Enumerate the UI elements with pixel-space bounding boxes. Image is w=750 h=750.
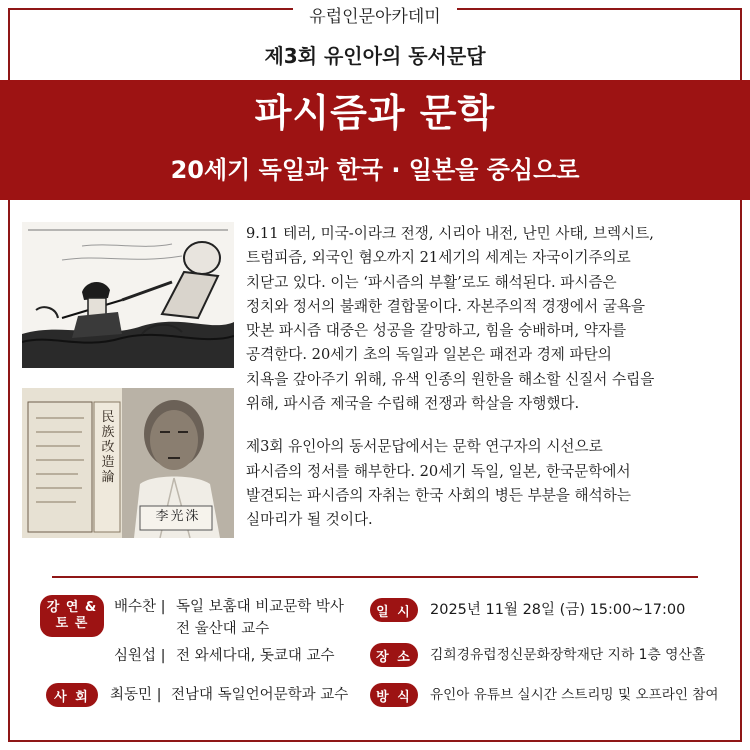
paragraph-2 [246,435,736,532]
paragraph-1 [246,222,736,416]
paragraph-line: 위해, 파시즘 제국을 수립해 전쟁과 학살을 자행했다. [246,395,580,413]
speaker2-name: 심원섭 | [114,648,166,664]
venue-value: 김희경유럽정신문화장학재단 지하 1층 영산홀 [430,647,706,663]
speaker2-desc: 전 와세다대, 돗쿄대 교수 [176,648,335,664]
speaker1-desc-line2: 전 울산대 교수 [176,621,270,637]
paragraph-line: 발견되는 파시즘의 자취는 한국 사회의 병든 부분을 해석하는 [246,486,631,504]
venue-badge: 장 소 [370,643,418,667]
paragraph-line: 파시즘의 정서를 해부한다. 20세기 독일, 일본, 한국문학에서 [246,462,631,480]
paragraph-line: 제3회 유인아의 동서문답에서는 문학 연구자의 시선으로 [246,438,603,456]
title-banner [0,80,750,200]
moderator-desc: 전남대 독일언어문학과 교수 [171,687,349,703]
paragraph-line: 공격한다. 20세기 초의 독일과 일본은 패전과 경제 파탄의 [246,346,612,364]
paragraph-line: 실마리가 될 것이다. [246,511,373,529]
moderator-name: 최동민 | [110,687,162,703]
name-tag: 李光洙 [155,509,201,524]
badge-label: 토 론 [55,616,89,631]
method-value: 유인아 유튜브 실시간 스트리밍 및 오프라인 참여 [430,687,719,703]
organization-name: 유럽인문아카데미 [293,2,456,32]
moderator-badge: 사 회 [46,683,98,707]
method-badge: 방 식 [370,683,418,707]
date-badge: 일 시 [370,598,418,622]
page-title: 파시즘과 문학 [254,91,496,135]
propaganda-cartoon-image [22,222,234,368]
organization-header [0,0,750,30]
speaker1-desc-line1: 독일 보훔대 비교문학 박사 [176,599,344,615]
paragraph-line: 치닫고 있다. 이는 ‘파시즘의 부활’로도 해석된다. 파시즘은 [246,273,617,291]
paragraph-line: 트럼피즘, 외국인 혐오까지 21세기의 세계는 자국이기주의로 [246,249,631,267]
lecture-discussion-badge [40,595,104,637]
paragraph-line: 정치와 정서의 불쾌한 결합물이다. 자본주의적 경쟁에서 굴욕을 [246,297,646,315]
date-value: 2025년 11월 28일 (금) 15:00~17:00 [430,602,686,618]
series-title: 제3회 유인아의 동서문답 [264,44,486,68]
paragraph-line: 치욕을 갚아주기 위해, 유색 인종의 원한을 해소할 신질서 수립을 [246,370,655,388]
page-subtitle: 20세기 독일과 한국 · 일본을 중심으로 [170,156,580,184]
section-divider [52,576,698,578]
book-title-vertical: 民族改造論 [101,410,115,485]
badge-label: 강 연 & [46,600,98,615]
historical-photo-image [22,388,234,538]
description-text [246,222,736,533]
speaker1-name: 배수찬 | [114,599,166,615]
paragraph-line: 9.11 테러, 미국-이라크 전쟁, 시리아 내전, 난민 사태, 브렉시트, [246,225,654,242]
paragraph-line: 맛본 파시즘 대중은 성공을 갈망하고, 힘을 숭배하며, 약자를 [246,322,627,340]
